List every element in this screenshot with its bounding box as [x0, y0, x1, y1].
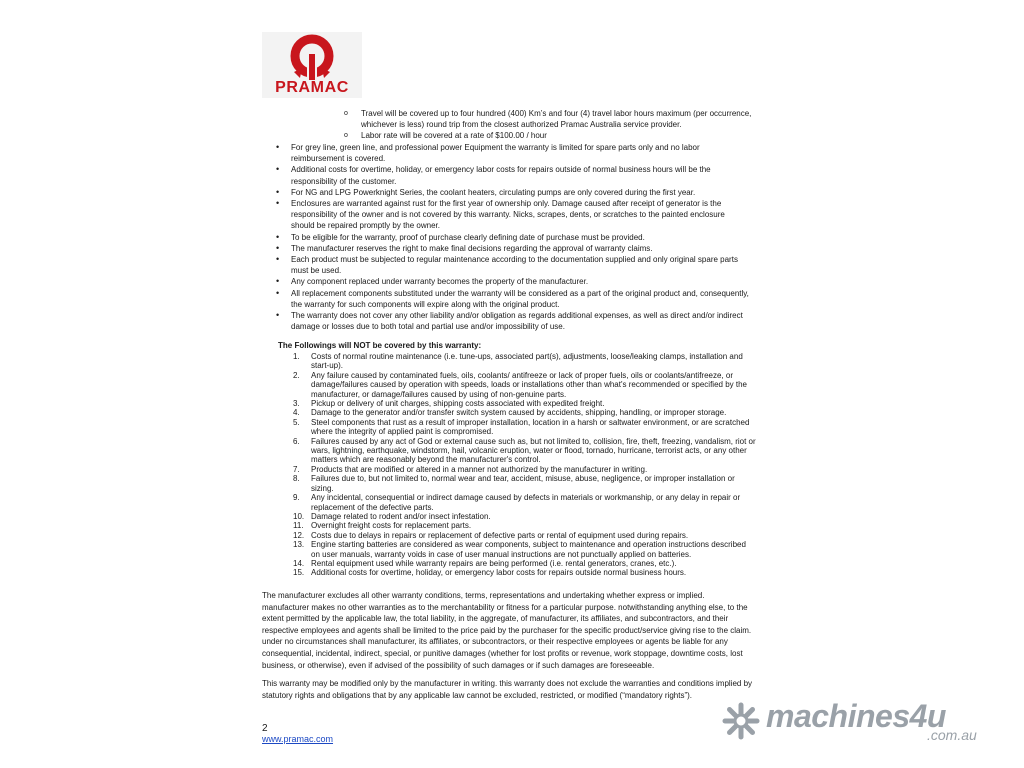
item-text: Costs due to delays in repairs or replacement of defective parts or rental of equipment used during repairs. [311, 530, 689, 540]
list-item: • Each product must be subjected to regular maintenance according to the documentation supplied and only original spare parts must be used. [276, 254, 750, 276]
list-item [290, 568, 756, 577]
item-number: 6. [293, 436, 300, 446]
item-number: 8. [293, 474, 300, 484]
list-item: • Enclosures are warranted against rust for the first year of ownership only. Damage caused after receipt of generator is the responsibility of the owner and is not covered by this warranty. Nicks, scrapes, dents, or scratches to the painted enclosure should be repaired promptly by the owner. [276, 198, 750, 232]
list-item [290, 540, 756, 559]
list-item [290, 474, 756, 493]
item-text: Pickup or delivery of unit charges, shipping costs associated with expedited freight. [311, 399, 605, 409]
item-number: 1. [293, 352, 300, 361]
item-number: 12. [293, 530, 305, 540]
item-number: 4. [293, 408, 300, 418]
item-text: Rental equipment used while warranty repairs are being performed (i.e. rental generators, cranes, etc.). [311, 558, 677, 568]
list-item [290, 408, 756, 417]
logo-text: PRAMAC [275, 79, 349, 96]
watermark-text: machines4u [766, 698, 946, 734]
item-text: Products that are modified or altered in a manner not authorized by the manufacturer in writing. [311, 464, 648, 474]
watermark-domain: .com.au [927, 727, 977, 743]
item-text: Steel components that rust as a result of improper installation, location in a harsh or saltwater environment, or are scratched where the integrity of applied paint is compromised. [311, 417, 750, 437]
item-number: 15. [293, 568, 305, 578]
item-number: 9. [293, 493, 300, 503]
pramac-logo-mark [282, 34, 342, 80]
item-text: Failures due to, but not limited to, normal wear and tear, accident, misuse, abuse, negligence, or improper installation or sizing. [311, 474, 735, 493]
modification-paragraph: This warranty may be modified only by the manufacturer in writing. this warranty does not exclude the warranties and conditions implied by statutory rights and obligations that by any applicable law cannot be excluded, restricted, or modified (“mandatory rights”). [262, 679, 753, 700]
item-number: 10. [293, 511, 305, 521]
gear-icon [722, 702, 760, 740]
not-covered-heading: The Followings will NOT be covered by this warranty: [278, 341, 482, 350]
item-text: Costs of normal routine maintenance (i.e. tune-ups, associated part(s), adjustments, loose/leaking clamps, installation and start-up). [311, 352, 743, 371]
list-item [290, 531, 756, 540]
item-number: 3. [293, 399, 300, 409]
exclusions-paragraph: The manufacturer excludes all other warranty conditions, terms, representations and undertaking whether express or implied. manufacturer makes no other warranties as to the merchantability or fitness for a particular purpose. notwithstanding anything else, to the extent permitted by the applicable law, the total liability, in the aggregate, of manufacturer, its affiliates, and subcontractors, and their respective employees and agents shall be limited to the price paid by the purchaser for the specific product/service giving rise to the claim. under no circumstances shall manufacturer, its affiliates, or subcontractors, or their respective employees or agents be liable for any consequential, incidental, indirect, special, or punitive damages (whether for lost profits or revenue, work stoppage, downtime costs, lost business, or otherwise), even if advised of the possibility of such damages or if such damages are foreseeable. [262, 591, 752, 670]
list-item: • Additional costs for overtime, holiday, or emergency labor costs for repairs outside of normal business hours will be the responsibility of the customer. [276, 164, 750, 186]
list-item: • The warranty does not cover any other liability and/or obligation as regards additional expenses, as well as direct and/or indirect damage or losses due to both total and partial use and/or impossibility of use. [276, 310, 750, 332]
list-item: • For grey line, green line, and professional power Equipment the warranty is limited for spare parts only and no labor reimbursement is covered. [276, 142, 750, 164]
warranty-terms-list [276, 142, 750, 332]
not-covered-list [290, 352, 756, 578]
travel-labor-sublist [344, 108, 764, 142]
list-item [290, 399, 756, 408]
list-item [290, 371, 756, 399]
item-text: Overnight freight costs for replacement parts. [311, 521, 472, 531]
item-number: 13. [293, 540, 305, 550]
page-number: 2 [262, 723, 268, 734]
list-item [290, 512, 756, 521]
list-item: o Travel will be covered up to four hundred (400) Km’s and four (4) travel labor hours maximum (per occurrence, whichever is less) round trip from the closest authorized Pramac Australia service provider. [344, 108, 764, 130]
list-item: • The manufacturer reserves the right to make final decisions regarding the approval of warranty claims. [276, 243, 750, 254]
machines4u-watermark [722, 698, 992, 746]
item-number: 11. [293, 521, 304, 531]
item-text: Damage related to rodent and/or insect infestation. [311, 511, 491, 521]
list-item [290, 493, 756, 512]
item-number: 2. [293, 370, 300, 380]
item-text: Engine starting batteries are considered as wear components, subject to maintenance and operation instructions described on user manuals, warranty voids in case of user manual instructions are not punctually applied on batteries. [311, 540, 746, 559]
item-text: Any failure caused by contaminated fuels, oils, coolants/ antifreeze or lack of proper fuels, oils or coolants/antifreeze, or damage/failures caused by operation with speeds, loads or installations other than what's recommended or specified by the manufacturer, or damage/failures caused by using of non-genuine parts. [311, 370, 747, 399]
list-item: o Labor rate will be covered at a rate of $100.00 / hour [344, 130, 764, 141]
list-item [290, 521, 756, 530]
item-text: Failures caused by any act of God or external cause such as, but not limited to, collision, fire, theft, freezing, vandalism, riot or wars, lightning, earthquake, windstorm, hail, volcanic eruption, water or flood, tornado, hurricane, terrorist acts, or any other matters which are reasonably beyond the manufacturer's control. [311, 436, 756, 465]
item-text: Damage to the generator and/or transfer switch system caused by accidents, shipping, handling, or improper storage. [311, 408, 727, 418]
list-item [290, 465, 756, 474]
list-item [290, 559, 756, 568]
item-number: 14. [293, 558, 305, 568]
list-item: • Any component replaced under warranty becomes the property of the manufacturer. [276, 276, 750, 287]
list-item [290, 437, 756, 465]
list-item: • For NG and LPG Powerknight Series, the coolant heaters, circulating pumps are only covered during the first year. [276, 187, 750, 198]
item-number: 7. [293, 464, 300, 474]
website-link[interactable]: www.pramac.com [262, 734, 334, 744]
list-item: • To be eligible for the warranty, proof of purchase clearly defining date of purchase must be provided. [276, 232, 750, 243]
item-text: Any incidental, consequential or indirect damage caused by defects in materials or workmanship, or any delay in repair or replacement of the defective parts. [311, 493, 741, 512]
pramac-logo [262, 32, 362, 98]
list-item [290, 418, 756, 437]
list-item: • All replacement components substituted under the warranty will be considered as a part of the original product and, consequently, the warranty for such components will expire along with the original product. [276, 288, 750, 310]
item-text: Additional costs for overtime, holiday, or emergency labor costs for repairs outside normal business hours. [311, 568, 687, 578]
list-item [290, 352, 756, 371]
item-number: 5. [293, 417, 300, 427]
